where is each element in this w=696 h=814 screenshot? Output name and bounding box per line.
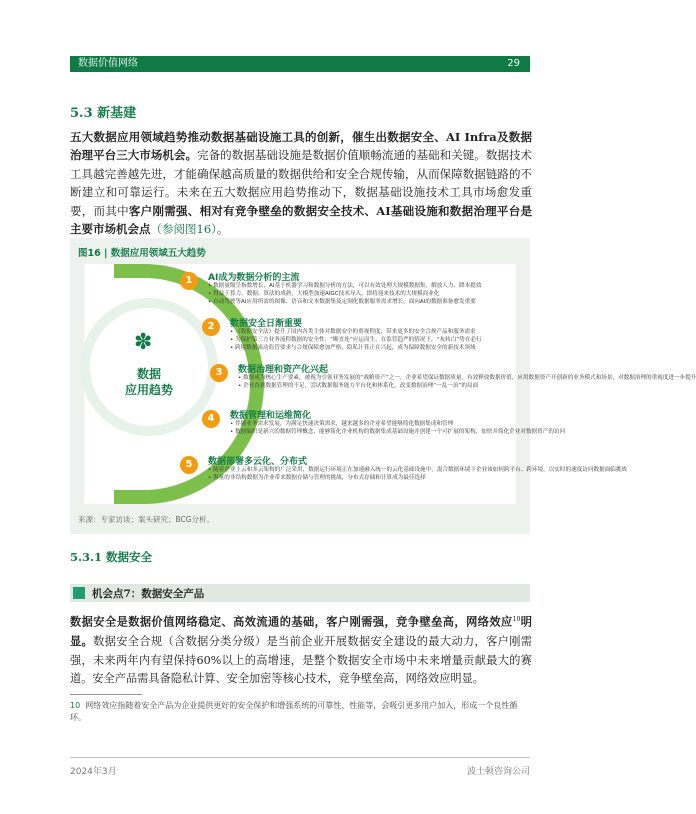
figure-title: 图16 | 数据应用领域五大趋势 (78, 248, 206, 259)
intro-paragraph: 五大数据应用领域趋势推动数据基础设施工具的创新，催生出数据安全、AI Infra及数据治理平台三大市场机会。完备的数据基础设施是数据价值顺畅流通的基础和关键。数据技术工具越完善越先进，才能确保越高质量的数据供给和安全合规传输，从而保障数据链路的不断建立和可靠运行。未来在五大数据应用趋势推动下，数据基础设施技术工具市场愈发重要，而其中客户刚需强、相对有竞争壁垒的数据安全技术、AI基础设施和数据治理平台是主要市场机会点（参阅图16）。 (70, 130, 533, 237)
intro-body: 完备的数据基础设施是数据价值顺畅流通的基础和关键。数据技术工具越完善越先进，才能确保越高质量的数据供给和安全合规传输，从而保障数据链路的不断建立和可靠运行。未来在五大数据应用趋势推动下，数据基础设施技术工具市场愈发重要，而其中 (70, 148, 533, 218)
section-title: 5.3 新基建 (70, 106, 137, 121)
trend-number-badge: 5 (180, 456, 198, 474)
footnote-divider (70, 694, 142, 695)
trend-number-badge: 2 (202, 318, 220, 336)
intro-highlight: 客户刚需强、相对有竞争壁垒的数据安全技术、AI基础设施和数据治理平台是主要市场机会点 (70, 203, 532, 237)
footer-divider (70, 757, 530, 758)
body-paragraph: 数据安全是数据价值网络稳定、高效流通的基础，客户刚需强，竞争壁垒高，网络效应$^{10}$明显。数据安全合规（含数据分类分级）是当前企业开展数据安全建设的最大动力，客户刚需强，未来两年内有望保持60%以上的高增速，是整个数据安全市场中未来增量贡献最大的赛道。安全产品需具备隐私计算、安全加密等核心技术，竞争壁垒高，网络效应明显。 (70, 614, 532, 686)
footnote: 10 网络效应指随着安全产品为企业提供更好的安全保护和增强系统的可靠性、性能等，会吸引更多用户加入，形成一个良性循环。 (70, 701, 518, 722)
trend-title: 数据管理和运维简化 (230, 411, 312, 421)
trend-title: 数据部署多云化、分布式 (208, 457, 308, 467)
footer-date: 2024年3月 (70, 767, 117, 777)
intro-lead: 五大数据应用领域趋势推动数据基础设施工具的创新，催生出数据安全、AI Infra及数据治理平台三大市场机会。 (70, 130, 532, 163)
header-title: 数据价值网络 (78, 58, 138, 69)
hand-sprout-icon: ✽ (134, 330, 153, 355)
subsection-title: 5.3.1 数据安全 (70, 550, 153, 564)
center-label: 数据 应用趋势 (124, 367, 173, 397)
square-marker-icon (73, 587, 85, 599)
page-header (70, 56, 530, 72)
figure-source: 来源：专家访谈；案头研究；BCG分析。 (78, 515, 215, 524)
footer-publisher: 波士顿咨询公司 (466, 767, 530, 777)
opportunity-title: 机会点7：数据安全产品 (92, 588, 205, 600)
trend-title: AI成为数据分析的主流 (208, 273, 300, 283)
trend-number-badge: 3 (210, 364, 228, 382)
trend-title: 数据治理和资产化兴起 (238, 365, 329, 375)
center-circle (90, 308, 208, 426)
trend-title: 数据安全日渐重要 (230, 319, 303, 329)
figure-body: ✽ 数据 应用趋势 1 AI成为数据分析的主流 • 数据量级呈指数增长，AI基于机器学习和数据分析的方法，可以有效处理大规模数据集，解放人力、降本提效 • 得益于算力、数据、算法的成熟，大模型加速AIGC技术导入，即将迎来技术的大规模商业化 • 自动驾驶等AI应用所需的图像、语音和文本数据集及定制化数据服务需求增长，面向AI的数据准备愈发重要 2 数据安全日渐重要 • 《数据安全法》提升了国内各类主体对数据安全的重视程度，带来更多的安全合规产品和服务需求 • 为保护第三方业务流程数据的安全性，“断直连”应运而生，在监管趋严的情况下，“灰转白”势在必行 • 跨境数据流动监管要求与合规保障愈加严格，隐私计算正在兴起，成为保障数据安全的新技术领域 3 数据治理和资产化兴起 • 数据成为核心生产要素，被视为引领业务发展的“战略资产”之一，企业希望保证数据质量，有效释放数据价值，应用数据资产开创新的业务模式和场景，对数据治理的重视度进一步提升 • 企业直到数据管理的不足，尝试数据服务能力平台化和体系化，改变数据治理“一乱一治”的局面 4 数据管理和运维简化 • 伴随业务需求发展，为满足快速决策需求，越来越多的企业希望能够简化数据集成和管理 • 数据编织是新兴的数据管理概念，能够简化企业机构的数据集成基础设施并创建一个可扩展的架构，加快并简化企业对数据资产的访问 5 数据部署多云化、分布式 • 随着企业上云和多云架构的广泛采用，数据运行环境正在加速融入统一的云化基础设施中，混合数据环境下企业该如何跨平台、跨环境，以实时的速度访问数据面临挑战 • 海量的非结构数据为企业带来数据存储与管理的挑战，分布式存储和计算成为最佳选择 (84, 264, 516, 504)
trend-number-badge: 4 (202, 410, 220, 428)
page-number: 29 (507, 58, 520, 69)
figure-reference-link[interactable]: （参阅图16） (150, 222, 217, 237)
footnote-ref[interactable]: 10 (512, 616, 521, 623)
trend-number-badge: 1 (180, 272, 198, 290)
opportunity-banner (70, 584, 530, 602)
figure-16 (70, 238, 696, 534)
